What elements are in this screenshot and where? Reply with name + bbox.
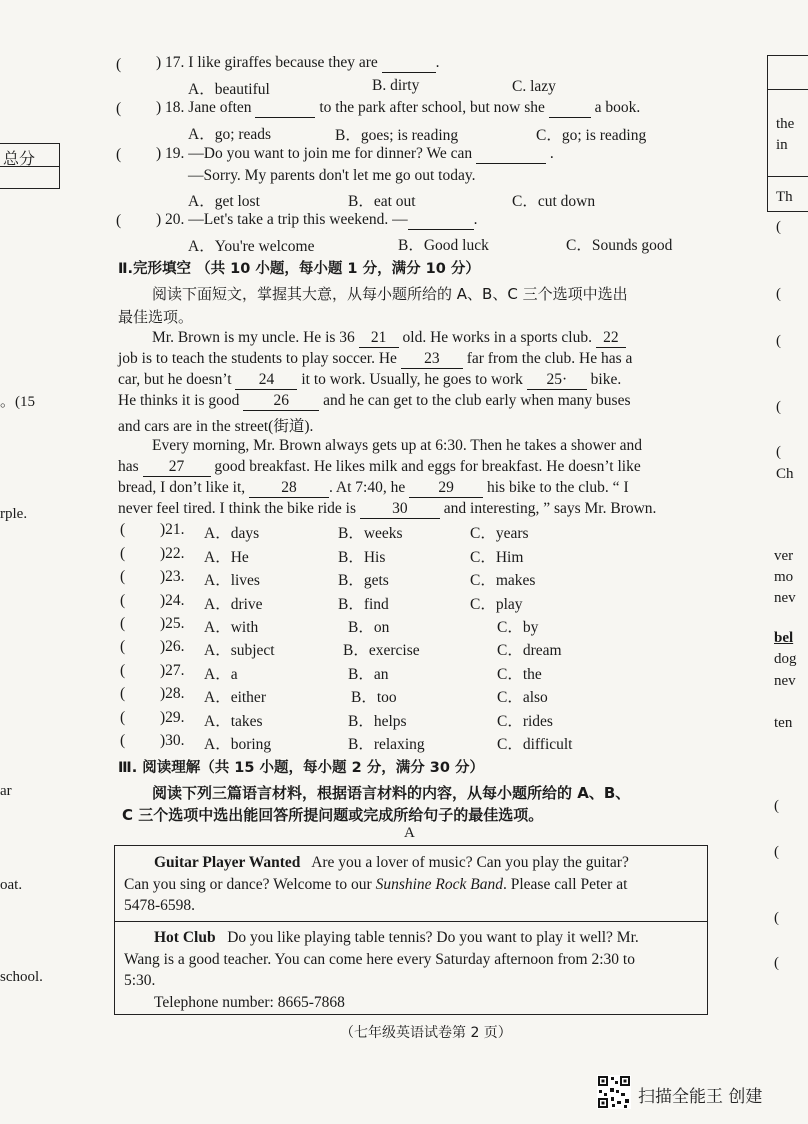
option-a: A．get lost [188, 193, 260, 210]
option-a: A．drive [204, 596, 263, 613]
option-a: A．You're welcome [188, 238, 315, 255]
qr-code-icon [597, 1075, 631, 1109]
ad-title: Guitar Player Wanted [154, 854, 301, 871]
option-number: )26. [160, 638, 185, 655]
option-a: A．lives [204, 572, 260, 589]
option-b: B．goes; is reading [335, 127, 459, 144]
option-a: A．subject [204, 642, 275, 659]
question-19-response: —Sorry. My parents don't let me go out today. [188, 167, 476, 184]
answer-paren[interactable]: ( [116, 56, 122, 73]
question-number: ) 20. [156, 211, 185, 228]
answer-paren[interactable]: ( [120, 732, 126, 749]
ad-hot-club: Hot Club Do you like playing table tennis? Do you want to play it well? Mr. Wang is a good teacher. You can come here every Saturday afternoon from 2:30 to 5:30. Telephone number: 8665-7868 [124, 927, 700, 1013]
cloze-blank-24: 24 [235, 371, 297, 390]
passage-line: Mr. Brown is my uncle. He is 36 21 old. He works in a sports club. 22 [152, 329, 626, 348]
answer-blank [255, 99, 315, 118]
question-19: ) 19. —Do you want to join me for dinner? We can . [156, 145, 554, 162]
left-margin-fragment: school. [0, 969, 43, 985]
question-number: ) 17. [156, 54, 185, 71]
right-box-divider [768, 89, 808, 90]
option-b: B．an [348, 666, 389, 683]
section-3-title: Ⅲ. 阅读理解（共 15 小题，每小题 2 分，满分 30 分） [118, 760, 484, 776]
passage-line: He thinks it is good 26 and he can get to the club early when many buses [118, 392, 631, 409]
option-c: C．rides [497, 713, 553, 730]
ad-phone: Telephone number: 8665-7868 [154, 993, 345, 1011]
option-c: C．Him [470, 549, 524, 566]
passage-line: Every morning, Mr. Brown always gets up at 6:30. Then he takes a shower and [152, 437, 643, 454]
option-a: A．with [204, 619, 259, 636]
option-number: )23. [160, 568, 185, 585]
option-b: B．helps [348, 713, 407, 730]
option-c: C．the [497, 666, 542, 683]
question-stem: Jane often [188, 99, 252, 116]
option-number: )28. [160, 685, 185, 702]
option-b: B．exercise [343, 642, 420, 659]
question-number: ) 19. [156, 145, 185, 162]
option-number: )30. [160, 732, 185, 749]
passage-label: A [404, 825, 415, 841]
right-margin-paren: ( [774, 955, 779, 971]
section-3-instruction: C 三个选项中选出能回答所提问题或完成所给句子的最佳选项。 [122, 806, 544, 824]
answer-paren[interactable]: ( [120, 615, 126, 632]
section-3-instruction: 阅读下列三篇语言材料，根据语言材料的内容，从每小题所给的 A、B、 [152, 784, 631, 802]
option-number: )25. [160, 615, 185, 632]
page-footer: （七年级英语试卷第 2 页） [340, 1025, 512, 1041]
answer-blank [549, 99, 591, 118]
option-a: A．go; reads [188, 126, 272, 143]
left-margin-fragment: ar [0, 783, 12, 799]
option-b: B．on [348, 619, 390, 636]
answer-paren[interactable]: ( [120, 662, 126, 679]
option-a: A．a [204, 666, 238, 683]
right-margin-paren: ( [774, 844, 779, 860]
right-margin-fragment: Ch [776, 466, 794, 482]
answer-paren[interactable]: ( [120, 638, 126, 655]
answer-paren[interactable]: ( [120, 709, 126, 726]
right-margin-paren: ( [776, 219, 781, 235]
score-label: 总分 [3, 149, 36, 168]
option-a: A．days [204, 525, 260, 542]
option-c: C．by [497, 619, 539, 636]
right-margin-fragment: nev [774, 590, 796, 606]
option-c: C．go; is reading [536, 127, 647, 144]
question-17: ) 17. I like giraffes because they are . [156, 54, 440, 71]
option-a: A．either [204, 689, 266, 706]
right-margin-paren: ( [776, 444, 781, 460]
ad-title: Hot Club [154, 929, 216, 946]
left-margin-fragment: oat. [0, 877, 23, 893]
cloze-blank-30: 30 [360, 500, 440, 519]
cloze-blank-25: 25· [527, 371, 587, 390]
cloze-blank-22: 22 [596, 329, 626, 348]
passage-line: job is to teach the students to play soccer. He 23 far from the club. He has a [118, 350, 633, 367]
right-margin-fragment: ver [774, 548, 794, 564]
option-c: C．makes [470, 572, 536, 589]
scanner-watermark: 扫描全能王 创建 [638, 1087, 763, 1107]
right-margin-paren: ( [776, 399, 781, 415]
option-c: C．dream [497, 642, 562, 659]
cloze-blank-26: 26 [243, 392, 319, 411]
right-margin-fragment: dog [774, 651, 797, 667]
question-stem: I like giraffes because they are [188, 54, 378, 71]
answer-paren[interactable]: ( [120, 568, 126, 585]
option-b: B．too [351, 689, 397, 706]
cloze-blank-23: 23 [401, 350, 463, 369]
option-b: B. dirty [372, 77, 420, 94]
answer-paren[interactable]: ( [120, 685, 126, 702]
option-a: A．boring [204, 736, 272, 753]
option-b: B．gets [338, 572, 389, 589]
ad-phone: 5478-6598. [124, 897, 196, 914]
right-box-divider [768, 176, 808, 177]
ads-divider [115, 921, 707, 922]
score-box [0, 143, 60, 189]
passage-line: never feel tired. I think the bike ride is 30 and interesting, ” says Mr. Brown. [118, 500, 657, 517]
cloze-blank-29: 29 [409, 479, 483, 498]
passage-line: and cars are in the street(街道). [118, 418, 314, 435]
option-c: C．play [470, 596, 523, 613]
option-number: )21. [160, 521, 185, 538]
answer-paren[interactable]: ( [116, 212, 122, 229]
ad-guitar: Guitar Player Wanted Are you a lover of music? Can you play the guitar? Can you sing or dance? Welcome to our Sunshine Rock Band. Please call Peter at 5478-6598. [124, 852, 700, 917]
option-b: B．weeks [338, 525, 403, 542]
option-b: B．relaxing [348, 736, 425, 753]
passage-line: has 27 good breakfast. He likes milk and eggs for breakfast. He doesn’t like [118, 458, 641, 475]
option-a: A．beautiful [188, 81, 270, 98]
section-2-title: Ⅱ.完形填空 （共 10 小题，每小题 1 分，满分 10 分） [118, 261, 480, 277]
right-margin-paren: ( [774, 798, 779, 814]
right-margin-fragment: in [776, 137, 788, 153]
answer-paren[interactable]: ( [116, 146, 122, 163]
answer-paren[interactable]: ( [120, 545, 126, 562]
answer-paren[interactable]: ( [116, 100, 122, 117]
left-margin-fragment: rple. [0, 506, 28, 522]
option-number: )24. [160, 592, 185, 609]
option-number: )29. [160, 709, 185, 726]
section-2-instruction: 最佳选项。 [118, 308, 194, 326]
option-c: C. lazy [512, 78, 556, 95]
question-number: ) 18. [156, 99, 185, 116]
question-stem: —Let's take a trip this weekend. — [188, 211, 408, 228]
answer-blank [382, 54, 436, 73]
option-a: A．takes [204, 713, 263, 730]
section-2-instruction: 阅读下面短文，掌握其大意，从每小题所给的 A、B、C 三个选项中选出 [152, 285, 628, 303]
right-margin-fragment: nev [774, 673, 796, 689]
option-c: C．also [497, 689, 548, 706]
option-b: B．Good luck [398, 237, 489, 254]
cloze-blank-27: 27 [143, 458, 211, 477]
right-margin-fragment: ten [774, 715, 793, 731]
option-c: C．Sounds good [566, 237, 673, 254]
passage-line: bread, I don’t like it, 28 . At 7:40, he 29 his bike to the club. “ I [118, 479, 629, 496]
answer-blank [408, 211, 474, 230]
option-c: C．cut down [512, 193, 596, 210]
cloze-blank-21: 21 [359, 329, 399, 348]
band-name: Sunshine Rock Band [375, 875, 503, 893]
question-20: ) 20. —Let's take a trip this weekend. — . [156, 211, 478, 228]
right-margin-paren: ( [776, 333, 781, 349]
cloze-blank-28: 28 [249, 479, 329, 498]
answer-paren[interactable]: ( [120, 521, 126, 538]
option-b: B．find [338, 596, 389, 613]
right-margin-fragment: Th [776, 189, 793, 205]
passage-line: car, but he doesn’t 24 it to work. Usually, he goes to work 25· bike. [118, 371, 622, 388]
left-margin-fragment: 。(15 [0, 394, 35, 410]
right-margin-fragment: the [776, 116, 795, 132]
right-margin-paren: ( [774, 910, 779, 926]
option-a: A．He [204, 549, 249, 566]
option-number: )27. [160, 662, 185, 679]
option-b: B．His [338, 549, 386, 566]
option-c: C．years [470, 525, 529, 542]
question-18: ) 18. Jane often to the park after school, but now she a book. [156, 99, 641, 116]
answer-paren[interactable]: ( [120, 592, 126, 609]
option-c: C．difficult [497, 736, 573, 753]
right-margin-fragment: bel [774, 630, 794, 646]
right-margin-paren: ( [776, 286, 781, 302]
answer-blank [476, 145, 546, 164]
question-stem: —Do you want to join me for dinner? We can [188, 145, 473, 162]
right-margin-fragment: mo [774, 569, 794, 585]
option-number: )22. [160, 545, 185, 562]
option-b: B．eat out [348, 193, 416, 210]
